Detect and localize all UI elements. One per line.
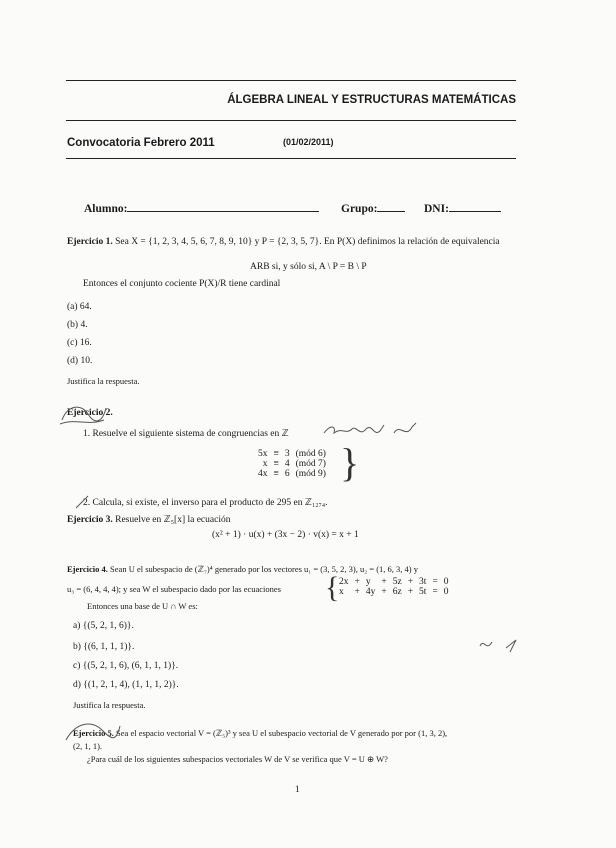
ej3-label: Ejercicio 3. <box>67 515 113 525</box>
title-rule <box>66 120 516 121</box>
congruence-system <box>255 449 329 479</box>
left-brace-icon: { <box>325 571 340 604</box>
congruence-row <box>255 469 329 479</box>
ej1-option-a: (a) 64. <box>67 302 92 312</box>
ej4-option-c: c) {(5, 2, 1, 6), (6, 1, 1, 1)}. <box>73 661 179 671</box>
ej5-statement-line <box>73 728 447 739</box>
congruence-row <box>255 459 329 469</box>
ej1-statement: Sea X = {1, 2, 3, 4, 5, 6, 7, 8, 9, 10} y P = {2, 3, 5, 7}. En P(X) definimos la relación de equivalencia <box>115 237 500 247</box>
congruence-row <box>255 449 329 459</box>
convocatoria-rule <box>66 158 516 159</box>
ej1-question: Entonces el conjunto cociente P(X)/R tiene cardinal <box>83 279 281 289</box>
ej1-justify: Justifica la respuesta. <box>67 376 140 386</box>
ej4-statement2: u₃ = (6, 4, 4, 4); y sea W el subespacio dado por las ecuaciones <box>67 584 281 594</box>
handwritten-note <box>320 417 420 445</box>
eq-term: 2x <box>339 577 349 587</box>
congruence-lhs: 4x <box>258 469 268 479</box>
ej5-label: Ejercicio 5. <box>73 728 114 738</box>
congruence-lhs: x <box>262 459 268 469</box>
congruence-sign: ≡ <box>273 469 279 479</box>
ej2-label: Ejercicio 2. <box>67 408 113 418</box>
eq-term: x <box>339 587 344 597</box>
congruence-rhs: 4 <box>284 459 290 469</box>
ej3-statement-line <box>67 514 230 525</box>
congruence-rhs: 6 <box>284 469 290 479</box>
eq-term: + <box>354 577 360 587</box>
ej4-option-a: a) {(5, 2, 1, 6)}. <box>73 621 134 631</box>
eq-term: = <box>432 587 438 597</box>
eq-term: + <box>354 587 360 597</box>
eq-term: 6z <box>392 587 402 597</box>
congruence-mod: (mód 9) <box>295 469 326 479</box>
ej1-option-c: (c) 16. <box>67 338 92 348</box>
ej4-question: Entonces una base de U ∩ W es: <box>87 601 198 611</box>
ej4-statement1: Sean U el subespacio de (ℤ₇)⁴ generado por los vectores u₁ = (3, 5, 2, 3), u₂ = (1, 6, 3, 4) y <box>110 564 419 574</box>
ej4-option-d: d) {(1, 2, 1, 4), (1, 1, 1, 2)}. <box>73 680 179 690</box>
congruence-rhs: 3 <box>284 449 290 459</box>
eq-term: y <box>365 577 371 587</box>
ej5-statement: Sea el espacio vectorial V = (ℤ₅)³ y sea U el subespacio vectorial de V generado por por (1, 3, 2), <box>116 728 448 738</box>
ej4-label: Ejercicio 4. <box>67 564 108 574</box>
eq-term: + <box>407 587 414 597</box>
congruence-lhs: 5x <box>258 449 268 459</box>
top-rule <box>66 80 516 81</box>
ej2-scribble <box>58 402 110 428</box>
alumno-label: Alumno: <box>84 203 128 215</box>
margin-scribble <box>476 634 526 656</box>
grupo-label: Grupo: <box>341 203 378 215</box>
ej1-statement-line <box>67 237 500 247</box>
ej2-part2: 2. Calcula, si existe, el inverso para el producto de 295 en ℤ₁₂₇₄. <box>83 498 328 508</box>
eq-term: = <box>432 577 438 587</box>
ej5-statement2: (2, 1, 1). <box>73 741 103 751</box>
ej1-label: Ejercicio 1. <box>67 237 113 247</box>
alumno-field[interactable] <box>84 203 319 215</box>
eq-term: + <box>381 577 387 587</box>
right-brace-icon: } <box>340 440 360 485</box>
congruence-mod: (mód 6) <box>295 449 326 459</box>
ej3-equation: (x² + 1) · u(x) + (3x − 2) · v(x) = x + 1 <box>212 530 359 540</box>
eq-term: 5z <box>392 577 402 587</box>
ej1-option-d: (d) 10. <box>67 356 93 366</box>
eq-term: + <box>407 577 414 587</box>
congruence-sign: ≡ <box>273 449 279 459</box>
ej5-question: ¿Para cuál de los siguientes subespacios vectoriales W de V se verifica que V = U ⊕ W? <box>87 754 388 764</box>
ej1-relation: ARB si, y sólo si, A \ P = B \ P <box>250 262 367 272</box>
eq-term: 5t <box>419 587 427 597</box>
alumno-blank[interactable] <box>127 211 319 212</box>
ej3-statement: Resuelve en ℤ₅[x] la ecuación <box>115 515 231 525</box>
ej4-statement-line1 <box>67 564 418 575</box>
grupo-field[interactable] <box>341 203 405 215</box>
dni-field[interactable] <box>424 203 501 215</box>
ej4-option-b: b) {(6, 1, 1, 1)}. <box>73 642 135 652</box>
eq-term: + <box>381 587 387 597</box>
ej1-option-b: (b) 4. <box>67 320 88 330</box>
convocatoria-label: Convocatoria Febrero 2011 <box>67 137 215 149</box>
eq-term: 0 <box>443 587 449 597</box>
part2-strike-mark <box>74 494 90 510</box>
ej4-justify: Justifica la respuesta. <box>73 700 146 710</box>
congruence-mod: (mód 7) <box>295 459 326 469</box>
page-number: 1 <box>295 785 300 795</box>
eq-term: 3t <box>419 577 427 587</box>
congruence-sign: ≡ <box>273 459 279 469</box>
w-equations <box>336 577 452 597</box>
w-equation-row <box>336 587 452 597</box>
grupo-blank[interactable] <box>377 211 405 212</box>
course-title: ÁLGEBRA LINEAL Y ESTRUCTURAS MATEMÁTICAS <box>227 94 516 106</box>
ej2-part1: 1. Resuelve el siguiente sistema de congruencias en ℤ <box>83 429 289 439</box>
dni-blank[interactable] <box>449 211 501 212</box>
dni-label: DNI: <box>424 203 449 215</box>
eq-term: 0 <box>443 577 449 587</box>
exam-date: (01/02/2011) <box>283 137 334 147</box>
w-equation-row <box>336 577 452 587</box>
eq-term: 4y <box>365 587 376 597</box>
